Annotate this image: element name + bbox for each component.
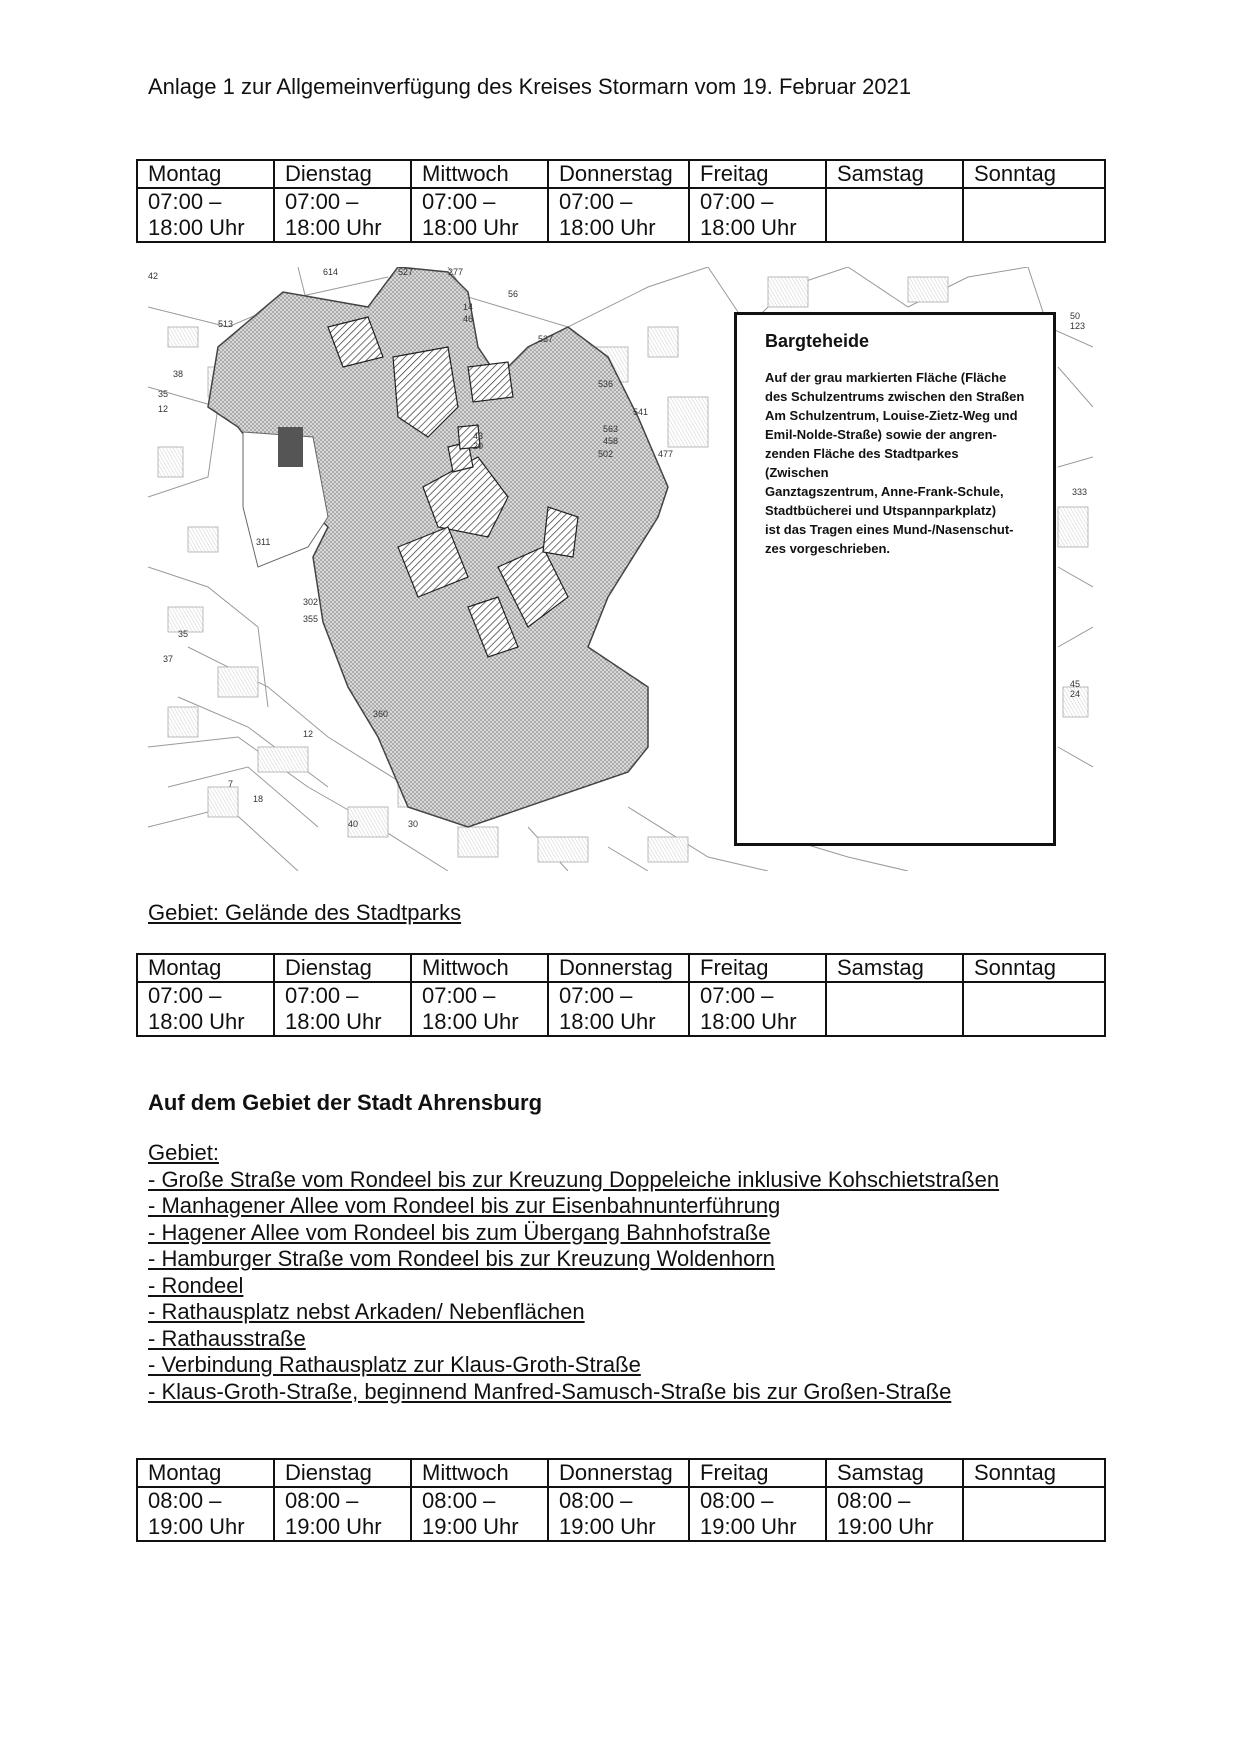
day-cell: Sonntag [963,954,1105,982]
time-cell: 07:00 – 18:00 Uhr [548,982,689,1036]
time-cell: 08:00 – 19:00 Uhr [548,1487,689,1541]
map-label: 458 [603,436,619,446]
map-legend-box [734,312,1056,846]
schedule-table-1 [136,159,1106,243]
legend-title: Bargteheide [765,331,870,351]
schedule-header-row [137,160,1105,188]
day-cell: Mittwoch [411,954,548,982]
list-item: - Rathausstraße [148,1325,306,1351]
map-label: 536 [598,379,614,389]
time-cell: 07:00 – 18:00 Uhr [137,188,274,242]
time-cell [963,1487,1105,1541]
day-cell: Mittwoch [411,1459,548,1487]
schedule-header-row [137,954,1105,982]
map-label: 43 [473,431,484,441]
day-cell: Samstag [826,954,963,982]
map-label: 477 [658,449,674,459]
day-cell: Mittwoch [411,160,548,188]
time-cell [963,188,1105,242]
day-cell: Samstag [826,1459,963,1487]
map-label: 12 [158,404,169,414]
day-cell: Dienstag [274,1459,411,1487]
time-cell [963,982,1105,1036]
day-cell: Freitag [689,1459,826,1487]
time-cell [826,982,963,1036]
schedule-time-row [137,982,1105,1036]
legend-text: Auf der grau markierten Fläche (Fläche des Schulzentrums zwischen den Straßen Am Schulzentrum, Louise-Zietz-Weg und Emil-Nolde-Straße) sowie der angren- zenden Fläche des Stadtparkes (Zwischen Ganztagszentrum, Anne-Frank-Schule, Stadtbücherei und Utspannparkplatz) ist das Tragen eines Mund-/Nasenschut- zes vorgeschrieben. [765,370,1025,556]
map-label: 14 [463,302,474,312]
map-label: 42 [148,271,159,281]
ahrensburg-area-list [148,1140,999,1405]
time-cell: 07:00 – 18:00 Uhr [274,188,411,242]
map-label: 40 [348,819,359,829]
list-item: - Klaus-Groth-Straße, beginnend Manfred-Samusch-Straße bis zur Großen-Straße [148,1378,952,1404]
time-cell: 08:00 – 19:00 Uhr [137,1487,274,1541]
day-cell: Sonntag [963,160,1105,188]
day-cell: Montag [137,1459,274,1487]
map-label: 50 [1070,311,1081,321]
map-label: 527 [398,267,414,277]
list-item: - Hagener Allee vom Rondeel bis zum Übergang Bahnhofstraße [148,1219,771,1245]
time-cell: 07:00 – 18:00 Uhr [548,188,689,242]
map-label: 537 [538,334,554,344]
time-cell: 08:00 – 19:00 Uhr [826,1487,963,1541]
time-cell: 07:00 – 18:00 Uhr [689,982,826,1036]
time-cell: 08:00 – 19:00 Uhr [689,1487,826,1541]
time-cell: 07:00 – 18:00 Uhr [411,982,548,1036]
time-cell: 07:00 – 18:00 Uhr [411,188,548,242]
day-cell: Donnerstag [548,1459,689,1487]
map-label: 311 [256,537,271,547]
time-cell: 07:00 – 18:00 Uhr [137,982,274,1036]
time-cell: 07:00 – 18:00 Uhr [274,982,411,1036]
map-label: 35 [158,389,169,399]
day-cell: Freitag [689,160,826,188]
gebiet-label: Gebiet: [148,1140,219,1165]
map-label: 302 [303,597,319,607]
schedule-time-row [137,1487,1105,1541]
map-label: 7 [228,779,234,789]
map-label: 614 [323,267,339,277]
map-label: 38 [173,369,184,379]
time-cell: 07:00 – 18:00 Uhr [689,188,826,242]
map-label: 20 [473,441,484,451]
day-cell: Samstag [826,160,963,188]
site-map [148,267,1093,871]
day-cell: Montag [137,954,274,982]
day-cell: Montag [137,160,274,188]
map-label: 45 [1070,679,1081,689]
list-item: - Manhagener Allee vom Rondeel bis zur Eisenbahnunterführung [148,1193,781,1218]
day-cell: Sonntag [963,1459,1105,1487]
map-label: 18 [253,794,264,804]
schedule-table-2 [136,953,1106,1037]
schedule-table-3 [136,1458,1106,1542]
day-cell: Donnerstag [548,954,689,982]
day-cell: Dienstag [274,954,411,982]
map-label: 355 [303,614,319,624]
map-label: 12 [303,729,314,739]
document-header: Anlage 1 zur Allgemeinverfügung des Kreises Stormarn vom 19. Februar 2021 [148,74,912,99]
day-cell: Dienstag [274,160,411,188]
map-label: 123 [1070,321,1086,331]
list-item: - Rathausplatz nebst Arkaden/ Nebenflächen [148,1299,585,1324]
map-label: 333 [1072,487,1088,497]
map-label: 46 [463,314,474,324]
map-label: 277 [448,267,464,277]
section-heading-ahrensburg: Auf dem Gebiet der Stadt Ahrensburg [148,1090,543,1115]
time-cell [826,188,963,242]
list-item: - Rondeel [148,1272,244,1298]
schedule-time-row [137,188,1105,242]
map-label: 360 [373,709,389,719]
map-label: 56 [508,289,519,299]
map-label: 541 [633,407,649,417]
map-label: 563 [603,424,619,434]
day-cell: Freitag [689,954,826,982]
map-label: 30 [408,819,419,829]
time-cell: 08:00 – 19:00 Uhr [274,1487,411,1541]
map-label: 502 [598,449,614,459]
time-cell: 08:00 – 19:00 Uhr [411,1487,548,1541]
map-label: 513 [218,319,234,329]
area-label-stadtpark: Gebiet: Gelände des Stadtparks [148,900,462,925]
list-item: - Hamburger Straße vom Rondeel bis zur Kreuzung Woldenhorn [148,1246,775,1271]
list-item: - Große Straße vom Rondeel bis zur Kreuzung Doppeleiche inklusive Kohschietstraßen [148,1166,1000,1192]
map-label: 37 [163,654,174,664]
map-label: 24 [1070,689,1081,699]
day-cell: Donnerstag [548,160,689,188]
map-label: 35 [178,629,189,639]
schedule-header-row [137,1459,1105,1487]
list-item: - Verbindung Rathausplatz zur Klaus-Groth-Straße [148,1352,641,1377]
